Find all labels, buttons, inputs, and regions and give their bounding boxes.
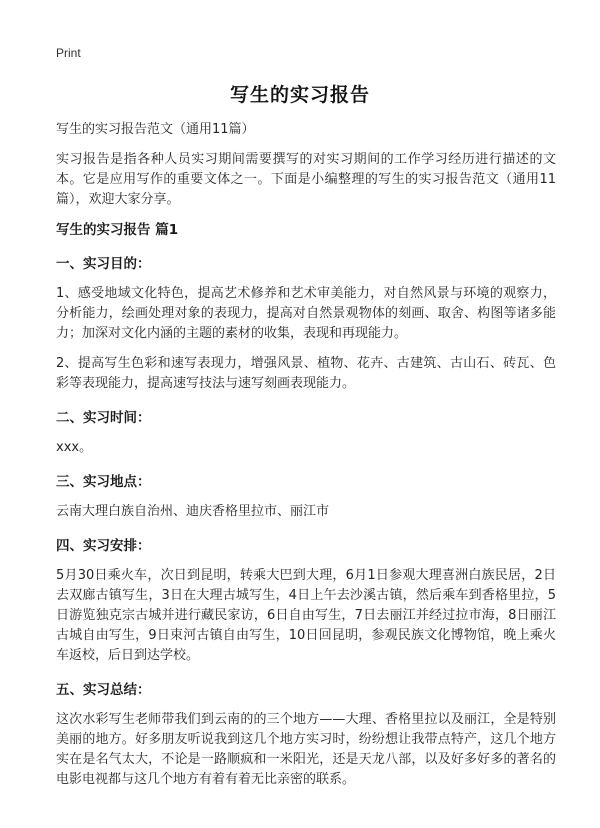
purpose-paragraph-2: 2、提高写生色彩和速写表现力，增强风景、植物、花卉、古建筑、古山石、砖瓦、色彩等表现能力，提高速写技法与速写刻画表现能力。 xyxy=(56,356,556,391)
document-body xyxy=(56,120,556,790)
section-heading-summary: 五、实习总结： xyxy=(56,682,151,698)
place-paragraph: 云南大理白族自治州、迪庆香格里拉市、丽江市 xyxy=(56,504,330,519)
page-title: 写生的实习报告 xyxy=(229,84,370,106)
schedule-paragraph: 5月30日乘火车，次日到昆明，转乘大巴到大理，6月1日参观大理喜洲白族民居，2日去双廊古镇写生，3日在大理古城写生，4日上午去沙溪古镇，然后乘车到香格里拉，5日游览独克宗古城并进行藏民家访，6日自由写生，7日去丽江并经过拉市海，8日丽江古城自由写生，9日束河古镇自由写生，10日回昆明，参观民族文化博物馆，晚上乘火车返校，后日到达学校。 xyxy=(56,568,556,663)
purpose-paragraph-1: 1、感受地域文化特色，提高艺术修养和艺术审美能力，对自然风景与环境的观察力，分析能力，绘画处理对象的表现力，提高对自然景观物体的刻画、取舍、构图等诸多能力；加深对文化内涵的主题的素材的收集，表现和再现能力。 xyxy=(56,286,556,341)
section-heading-schedule: 四、实习安排： xyxy=(56,538,151,554)
section-heading-time: 二、实习时间： xyxy=(56,410,151,426)
summary-paragraph: 这次水彩写生老师带我们到云南的的三个地方——大理、香格里拉以及丽江，全是特别美丽的地方。好多朋友听说我到这几个地方实习时，纷纷想让我带点特产，这几个地方实在是名气太大，不论是一路顺疯和一米阳光，还是天龙八部，以及好多好多的著名的电影电视都与这几个地方有着有着无比亲密的联系。 xyxy=(56,712,556,787)
intro-paragraph: 实习报告是指各种人员实习期间需要撰写的对实习期间的工作学习经历进行描述的文本。它是应用写作的重要文体之一。下面是小编整理的写生的实习报告范文（通用11篇），欢迎大家分享。 xyxy=(56,152,556,207)
section-heading-place: 三、实习地点： xyxy=(56,474,151,490)
document-subtitle: 写生的实习报告范文（通用11篇） xyxy=(56,122,255,137)
time-paragraph: xxx。 xyxy=(56,440,93,455)
print-label: Print xyxy=(56,46,81,60)
article-heading: 写生的实习报告 篇1 xyxy=(56,222,179,238)
section-heading-purpose: 一、实习目的： xyxy=(56,256,151,272)
